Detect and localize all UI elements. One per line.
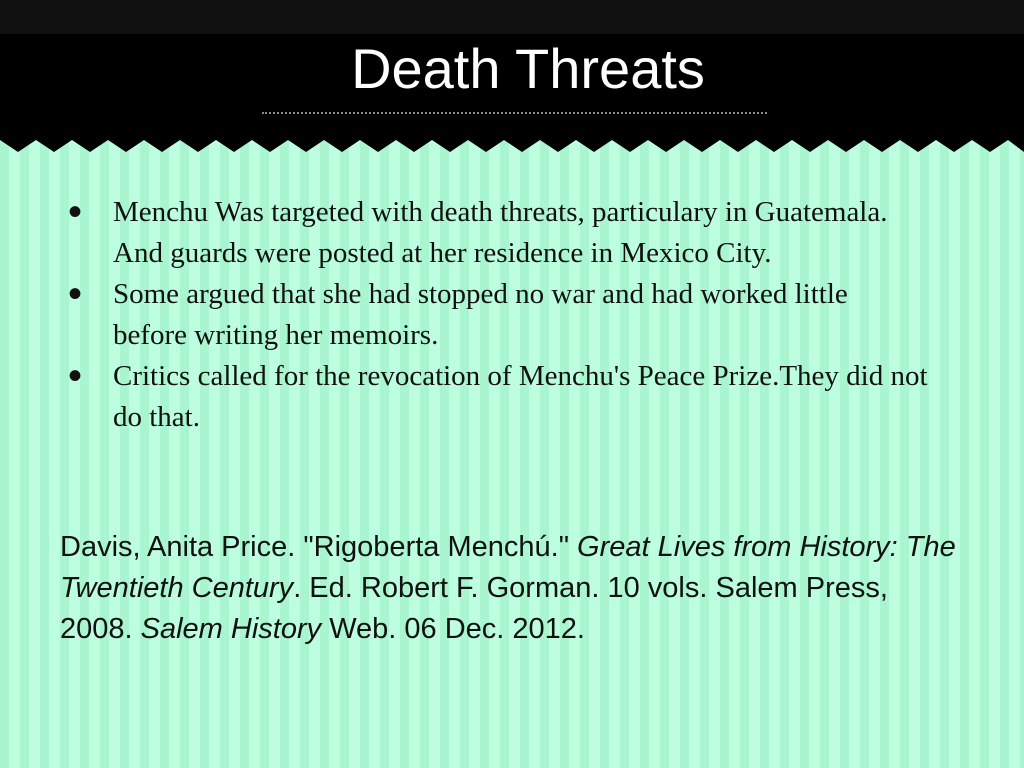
bullet-icon: • <box>68 272 83 316</box>
citation <box>60 527 960 650</box>
citation-book-title: Great Lives from History: The Twentieth Century <box>60 531 956 604</box>
citation-database-title: Salem History <box>140 613 322 645</box>
bullet-list <box>68 192 928 438</box>
slide-header <box>0 0 1024 160</box>
bullet-text-3: Critics called for the revocation of Menchu's Peace Prize.They did not do that. <box>113 360 928 433</box>
citation-part-1: Davis, Anita Price. "Rigoberta Menchú." <box>60 531 578 563</box>
bullet-item-1 <box>68 192 928 274</box>
citation-part-3: Web. 06 Dec. 2012. <box>321 613 585 645</box>
bullet-icon: • <box>68 354 83 398</box>
bullet-text-1: Menchu Was targeted with death threats, particulary in Guatemala. And guards were posted at her residence in Mexico City. <box>113 196 888 269</box>
title-dotted-divider <box>262 112 767 114</box>
bullet-item-2 <box>68 274 928 356</box>
bullet-item-3 <box>68 356 928 438</box>
citation-part-2: . Ed. Robert F. Gorman. 10 vols. Salem Press, 2008. <box>60 572 888 645</box>
bullet-icon: • <box>68 190 83 234</box>
slide-title: Death Threats <box>351 37 705 100</box>
bullet-text-2: Some argued that she had stopped no war and had worked little before writing her memoirs. <box>113 278 848 351</box>
